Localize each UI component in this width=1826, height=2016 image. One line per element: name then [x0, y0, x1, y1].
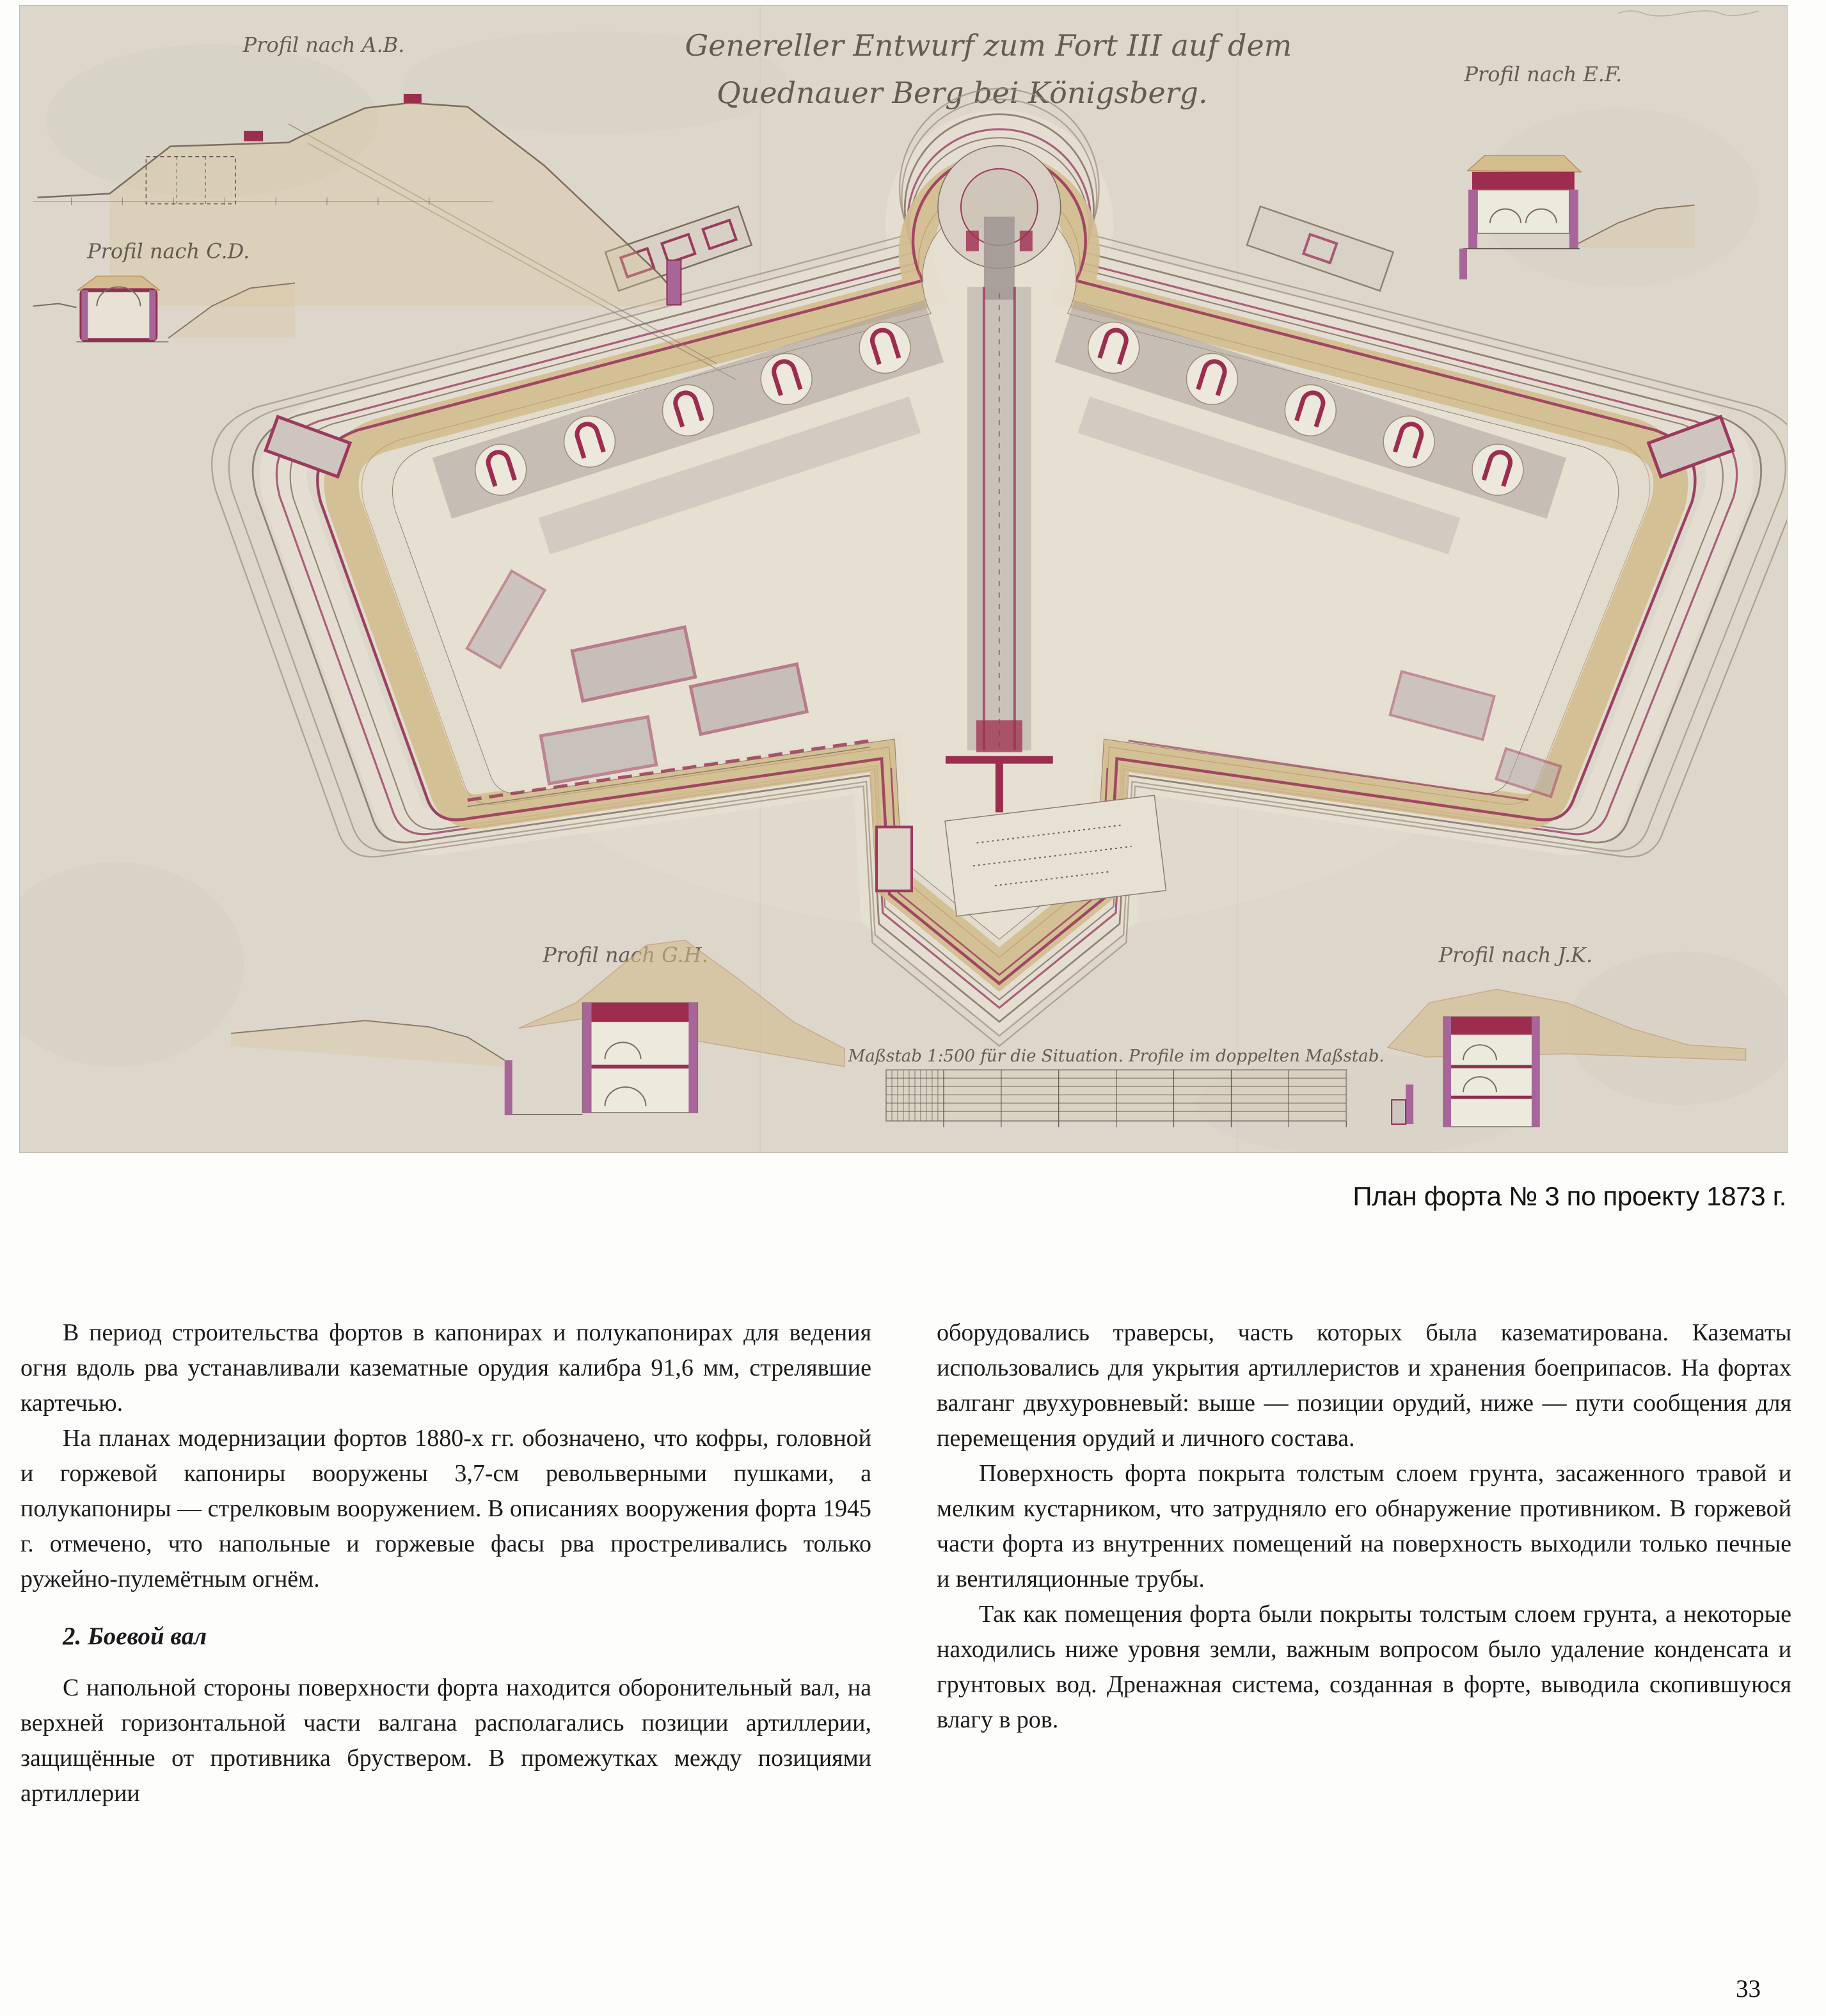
figure-caption: План форта № 3 по проекту 1873 г. [1353, 1181, 1786, 1211]
paragraph: Так как помещения форта были покрыты толстым слоем грунта, а некоторые находились ниже уровня земли, важным вопросом было удаление конденсата и грунтовых вод. Дренажная система, созданная в форте, выводила скопившуюся влагу в ров. [937, 1601, 1791, 1733]
paragraph: С напольной стороны поверхности форта находится оборонительный вал, на верхней горизонтальной части валгана располагались позиции артиллерии, защищённые от противника бруствером. В промежутках между позициями артиллерии [20, 1674, 871, 1807]
plan-title-line1: Genereller Entwurf zum Fort III auf dem [685, 28, 1292, 63]
paragraph: На планах модернизации фортов 1880-х гг. обозначено, что кофры, головной и горжевой капониры вооружены 3,7-см револьверными пушками, а полукапониры — стрелковым вооружением. В описаниях вооружения форта 1945 г. отмечено, что напольные и горжевые фасы рва простреливались только ружейно-пулемётным огнём. [20, 1425, 871, 1592]
fort-plan-drawing [20, 6, 1787, 1152]
profile-gh-label: Profil nach G.H. [543, 942, 708, 967]
page-number: 33 [1736, 1975, 1761, 2003]
profile-cd-label: Profil nach C.D. [87, 239, 250, 264]
article-column-right [937, 1315, 1791, 1738]
plan-title-line2: Quednauer Berg bei Königsberg. [717, 75, 1208, 110]
scale-note: Maßstab 1:500 für die Situation. Profile im doppelten Maßstab. [848, 1047, 1385, 1067]
paragraph: Поверхность форта покрыта толстым слоем грунта, засаженного травой и мелким кустарником, что затрудняло его обнаружение противником. В горжевой части форта из внутренних помещений на поверхность выходили только печные и вентиляционные трубы. [937, 1460, 1791, 1592]
profile-jk-label: Profil nach J.K. [1438, 942, 1593, 967]
article-column-left [20, 1315, 871, 1811]
profile-ab-label: Profil nach A.B. [242, 32, 405, 57]
section-heading: 2. Боевой вал [63, 1623, 207, 1650]
paragraph: оборудовались траверсы, часть которых была казематирована. Казематы использовались для укрытия артиллеристов и хранения боеприпасов. На фортах валганг двухуровневый: выше — позиции орудий, ниже — пути сообщения для перемещения орудий и личного состава. [937, 1319, 1791, 1452]
profile-ef-label: Profil nach E.F. [1464, 61, 1623, 86]
fort-plan-photo [19, 5, 1788, 1153]
paragraph: В период строительства фортов в капонирах и полукапонирах для ведения огня вдоль рва устанавливали казематные орудия калибра 91,6 мм, стрелявшие картечью. [20, 1319, 871, 1417]
scale-bar [848, 1047, 1385, 1127]
